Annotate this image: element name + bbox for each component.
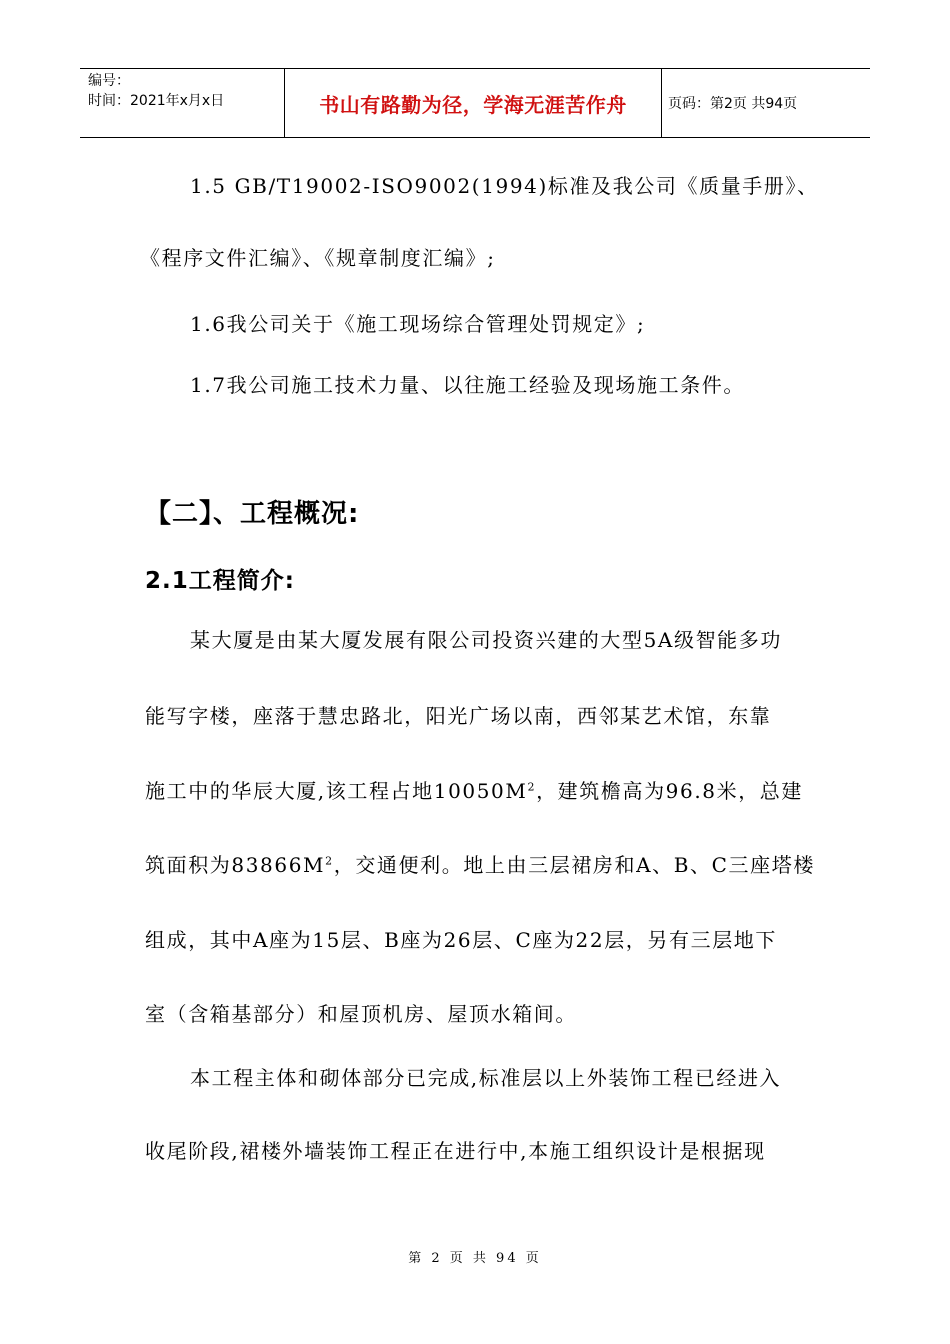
para1-line-4	[145, 852, 815, 878]
body-line-1-5-cont: 《程序文件汇编》、《规章制度汇编》;	[140, 246, 496, 270]
subsection-heading: 2.1工程简介:	[145, 568, 295, 594]
para1-line-3	[145, 778, 803, 804]
para1-line-5: 组成，其中A座为15层、B座为26层、C座为22层，另有三层地下	[145, 928, 777, 952]
body-line-1-6: 1.6我公司关于《施工现场综合管理处罚规定》;	[190, 312, 646, 336]
header-meta-cell	[80, 69, 285, 137]
body-line-1-7: 1.7我公司施工技术力量、以往施工经验及现场施工条件。	[190, 373, 746, 397]
para2-line-2: 收尾阶段,裙楼外墙装饰工程正在进行中,本施工组织设计是根据现	[145, 1139, 766, 1163]
superscript-2b: 2	[325, 854, 334, 868]
page-header	[80, 68, 870, 138]
page-footer: 第 2 页 共 94 页	[408, 1251, 542, 1266]
doc-number-label: 编号：	[88, 73, 130, 89]
para1-line-4b: ，交通便利。地上由三层裙房和A、B、C三座塔楼	[333, 853, 815, 877]
para1-line-6: 室（含箱基部分）和屋顶机房、屋顶水箱间。	[145, 1002, 577, 1026]
header-page-info: 页码：第2页 共94页	[668, 96, 798, 112]
superscript-2: 2	[527, 780, 537, 794]
section-heading: 【二】、工程概况:	[145, 499, 360, 529]
header-motto: 书山有路勤为径，学海无涯苦作舟	[319, 92, 627, 117]
para1-line-3b: ，建筑檐高为96.8米，总建	[536, 779, 804, 803]
para1-line-4a: 筑面积为83866M	[145, 853, 326, 877]
body-line-1-5: 1.5 GB/T19002-ISO9002(1994)标准及我公司《质量手册》、	[190, 174, 819, 198]
para1-line-1: 某大厦是由某大厦发展有限公司投资兴建的大型5A级智能多功	[190, 628, 782, 652]
para1-line-3a: 施工中的华辰大厦,该工程占地10050M	[145, 779, 528, 803]
header-motto-cell	[285, 69, 662, 137]
header-page-cell	[662, 69, 870, 137]
doc-time-label: 时间：2021年x月x日	[88, 93, 225, 109]
para2-line-1: 本工程主体和砌体部分已完成,标准层以上外装饰工程已经进入	[190, 1066, 782, 1090]
para1-line-2: 能写字楼，座落于慧忠路北，阳光广场以南，西邻某艺术馆，东靠	[145, 704, 772, 728]
